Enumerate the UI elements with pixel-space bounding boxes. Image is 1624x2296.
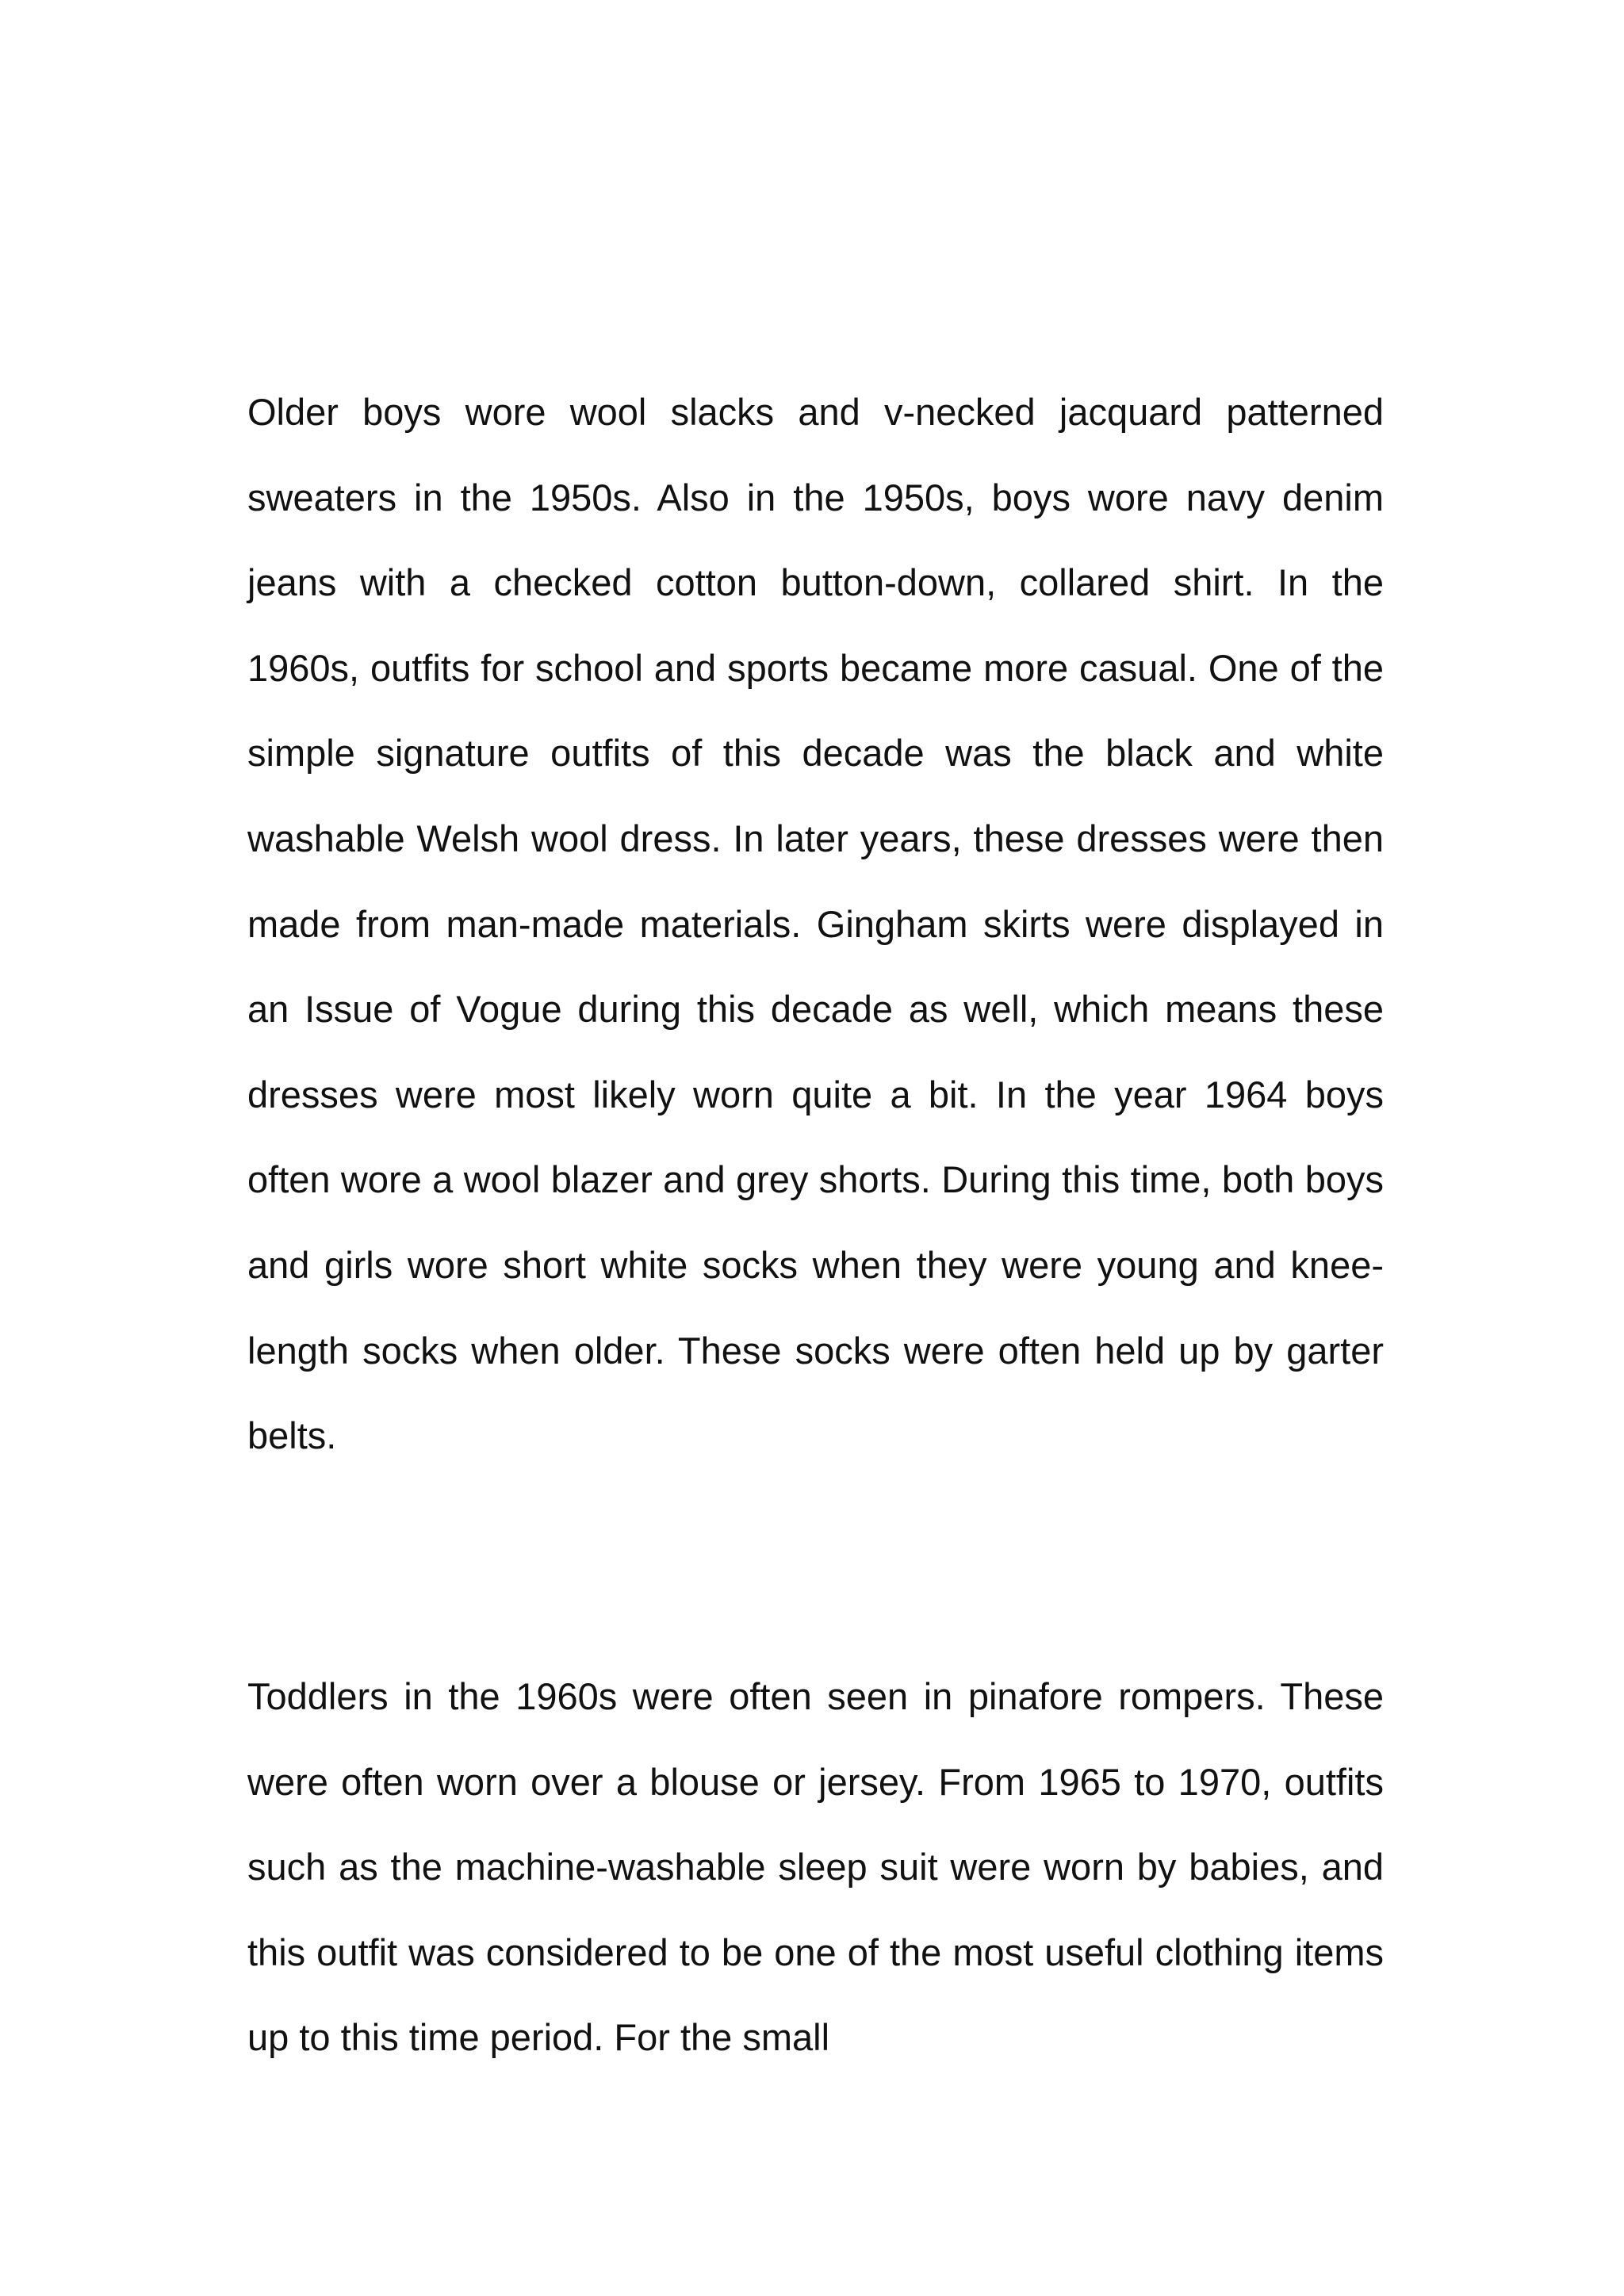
paragraph-toddlers-clothing: Toddlers in the 1960s were often seen in pinafore rompers. These were often worn over a blouse or jersey. From 1965 to 1970, outfits such as the machine-washable sleep suit were worn by babies, and this outfit was considered to be one of the most useful clothing items up to this time period. For the small: [247, 1675, 1384, 2059]
paragraph-older-boys-clothing: Older boys wore wool slacks and v-necked jacquard patterned sweaters in the 1950s. Also in the 1950s, boys wore navy denim jeans with a checked cotton button-down, collared shirt. In the 1960s, outfits for school and sports became more casual. One of the simple signature outfits of this decade was the black and white washable Welsh wool dress. In later years, these dresses were then made from man-made materials. Gingham skirts were displayed in an Issue of Vogue during this decade as well, which means these dresses were most likely worn quite a bit. In the year 1964 boys often wore a wool blazer and grey shorts. During this time, both boys and girls wore short white socks when they were young and knee-length socks when older. These socks were often held up by garter belts.: [247, 391, 1384, 1457]
